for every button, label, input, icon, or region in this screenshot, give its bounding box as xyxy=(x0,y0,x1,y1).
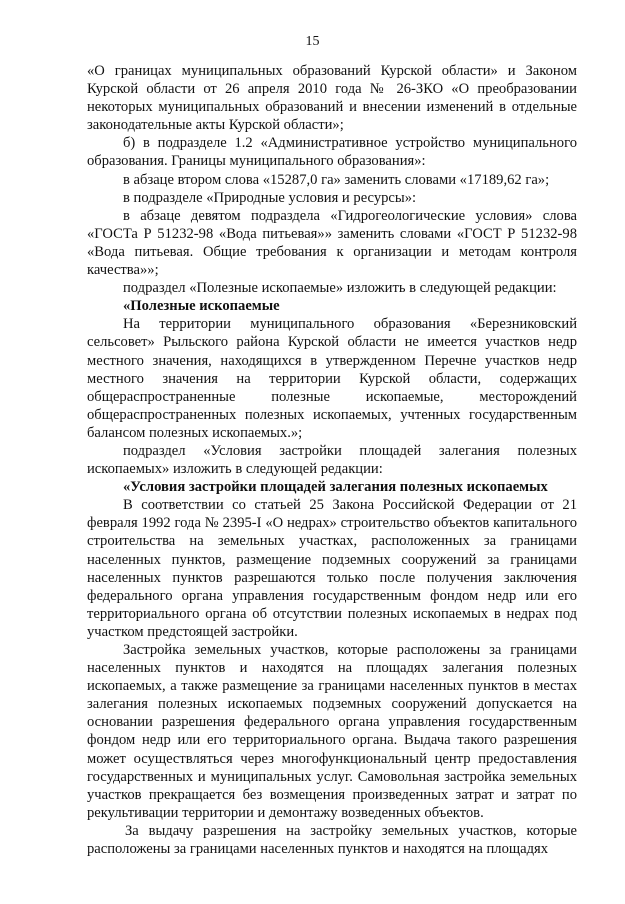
paragraph: Застройка земельных участков, которые расположены за границами населенных пунктов и находятся на площадях залегания полезных ископаемых, а также размещение за границами населенных пунктов в местах залегания полезных ископаемых подземных сооружений допускается на основании разрешения федерального органа управления государственным фондом недр или его территориального органа. Выдача такого разрешения может осуществляться через многофункциональный центр предоставления государственных и муниципальных услуг. Самовольная застройка земельных участков прекращается без возмещения произведенных затрат и затрат по рекультивации территории и демонтажу возведенных объектов. xyxy=(87,642,577,821)
paragraph: В соответствии со статьей 25 Закона Российской Федерации от 21 февраля 1992 года № 2395-I «О недрах» строительство объектов капитального строительства на земельных участках, расположенных за границами населенных пунктов, размещение подземных сооружений за границами населенных пунктов разрешаются только после получения заключения федерального органа управления государственным фондом недр или его территориального органа об отсутствии полезных ископаемых в недрах под участком предстоящей застройки. xyxy=(87,497,577,640)
paragraph: «О границах муниципальных образований Курской области» и Законом Курской области от 26 апреля 2010 года № 26-ЗКО «О преобразовании некоторых муниципальных образований и внесении изменений в отдельные законодательные акты Курской области»; xyxy=(87,63,577,134)
paragraph: За выдачу разрешения на застройку земельных участков, которые расположены за границами населенных пунктов и находятся на площадях xyxy=(87,822,577,858)
paragraph: в подразделе «Природные условия и ресурсы»: xyxy=(123,189,417,206)
document-body xyxy=(87,62,577,858)
page-number: 15 xyxy=(305,34,320,49)
section-heading: «Полезные ископаемые xyxy=(123,298,280,315)
paragraph: в абзаце втором слова «15287,0 га» заменить словами «17189,62 га»; xyxy=(123,171,550,188)
paragraph: б) в подразделе 1.2 «Административное устройство муниципального образования. Границы муниципального образования»: xyxy=(87,135,577,170)
paragraph: подраздел «Условия застройки площадей залегания полезных ископаемых» изложить в следующей редакции: xyxy=(87,442,577,478)
paragraph: На территории муниципального образования «Березниковский сельсовет» Рыльского района Курской области не имеется участков недр местного значения, находящихся в утвержденном Перечне участков недр местного значения на территории Курской области, содержащих общераспространенные полезные ископаемые, месторождений общераспространенных полезных ископаемых, учтенных государственным балансом полезных ископаемых.»; xyxy=(87,316,577,441)
section-heading: «Условия застройки площадей залегания полезных ископаемых xyxy=(123,479,548,496)
paragraph: подраздел «Полезные ископаемые» изложить в следующей редакции: xyxy=(123,280,557,297)
paragraph: в абзаце девятом подраздела «Гидрогеологические условия» слова «ГОСТа Р 51232-98 «Вода питьевая»» заменить словами «ГОСТ Р 51232-98 «Вода питьевая. Общие требования к организации и методам контроля качества»»; xyxy=(87,207,577,279)
